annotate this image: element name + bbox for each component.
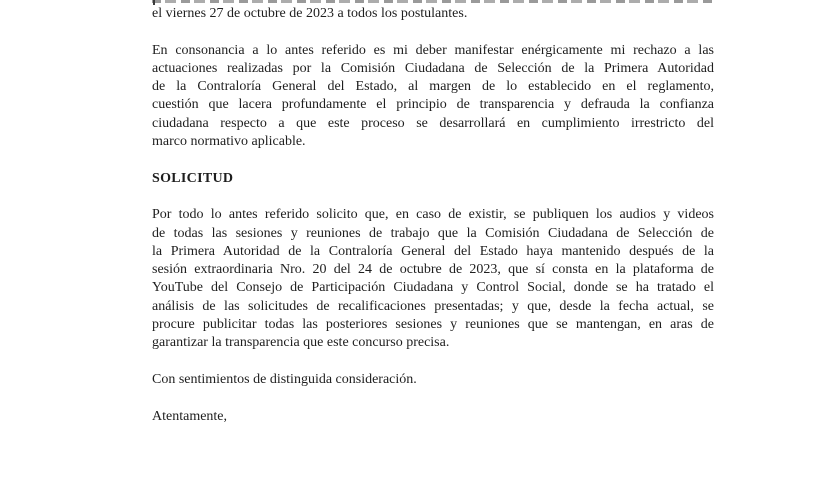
closing-courtesy-line: Con sentimientos de distinguida consideración. — [152, 371, 417, 387]
text-line: ciudadana respecto a que este proceso se desarrollará en cumplimiento irrestricto del — [152, 115, 714, 131]
text-line: YouTube del Consejo de Participación Ciudadana y Control Social, donde se ha tratado el — [152, 280, 714, 296]
text-line: sesión extraordinaria Nro. 20 del 24 de octubre de 2023, que sí consta en la plataforma de — [152, 262, 714, 278]
text-line: el viernes 27 de octubre de 2023 a todos los postulantes. — [152, 6, 468, 21]
text-line: de la Contraloría General del Estado, al margen de lo establecido en el reglamento, — [152, 79, 714, 95]
text-line: garantizar la transparencia que este concurso precisa. — [152, 335, 450, 351]
solicitud-heading: SOLICITUD — [152, 170, 234, 186]
signature-opening-line: Atentamente, — [152, 408, 228, 424]
text-line: Por todo lo antes referido solicito que, en caso de existir, se publiquen los audios y videos — [152, 207, 714, 223]
rejection-paragraph — [152, 42, 714, 152]
text-line: procure publicitar todas las posteriores sesiones y reuniones que se mantengan, en aras de — [152, 317, 714, 333]
text-line: análisis de las solicitudes de recalificaciones presentadas; y que, desde la fecha actual, se — [152, 298, 714, 314]
request-paragraph — [152, 206, 714, 352]
text-line: marco normativo aplicable. — [152, 134, 306, 150]
document-page — [152, 0, 714, 444]
text-line: actuaciones realizadas por la Comisión Ciudadana de Selección de la Primera Autoridad — [152, 60, 714, 76]
text-line: la Primera Autoridad de la Contraloría General del Estado haya mantenido después de la — [152, 243, 714, 259]
text-line: cuestión que lacera profundamente el principio de transparencia y defrauda la confianza — [152, 97, 714, 113]
text-line: de todas las sesiones y reuniones de trabajo que la Comisión Ciudadana de Selección de — [152, 225, 714, 241]
intro-paragraph-last-line — [152, 5, 714, 23]
text-line: En consonancia a lo antes referido es mi deber manifestar enérgicamente mi rechazo a las — [152, 42, 714, 58]
